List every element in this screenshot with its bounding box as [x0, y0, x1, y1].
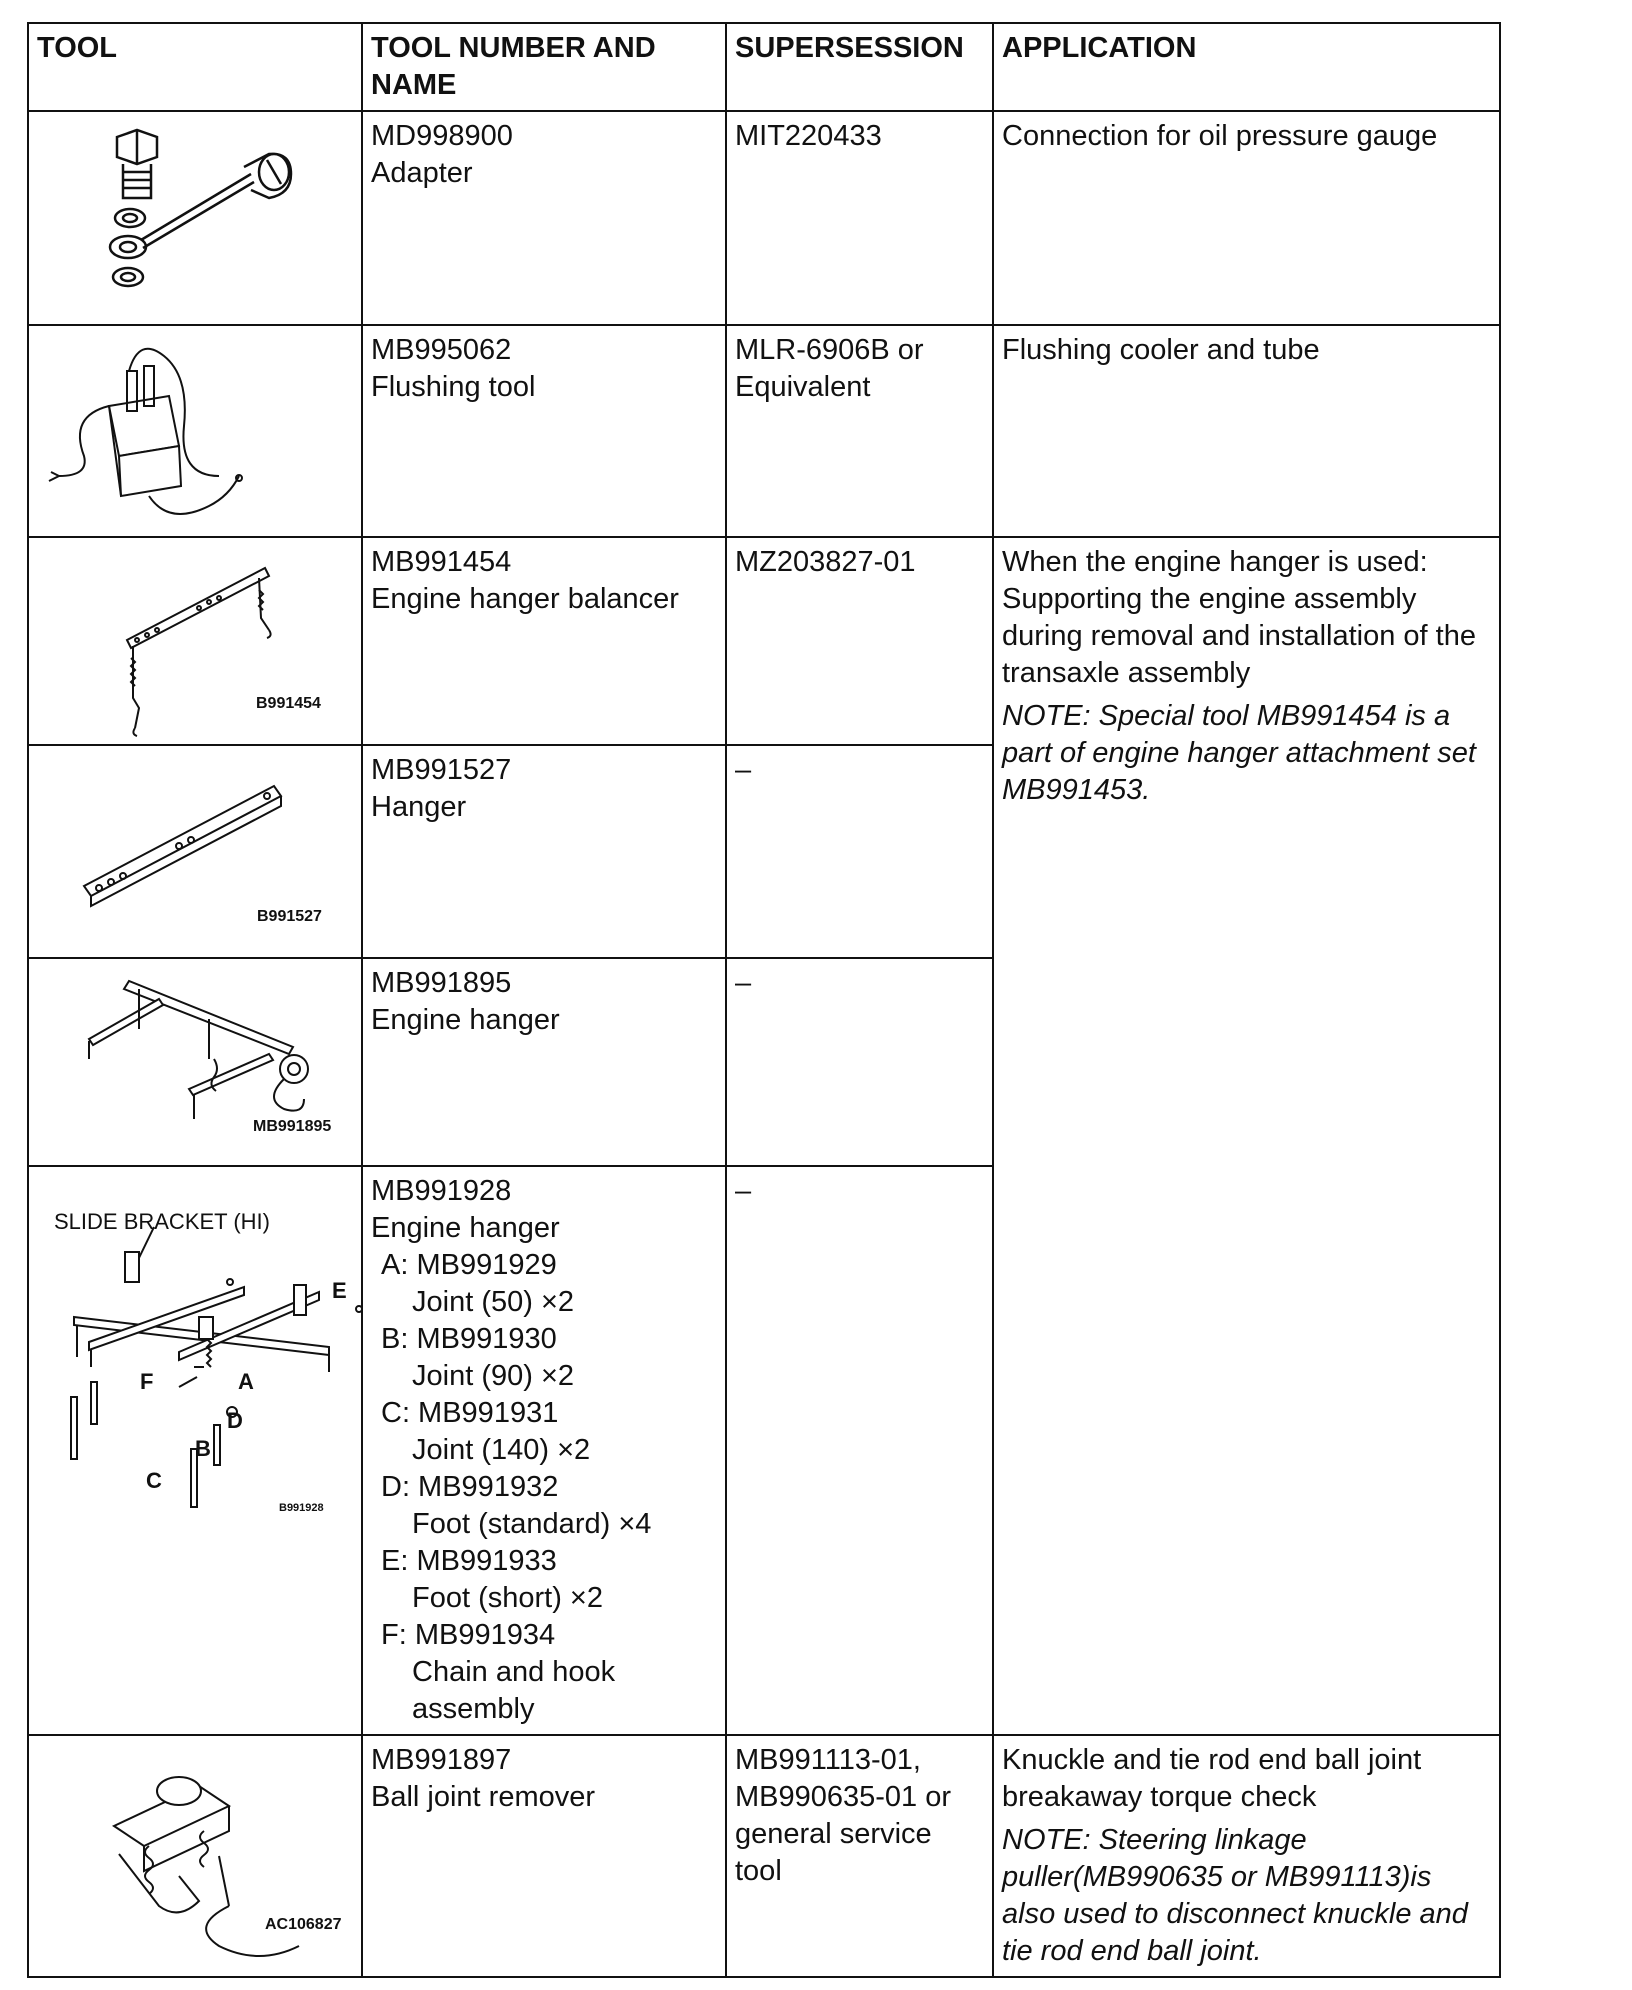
tool-name: Ball joint remover — [371, 1781, 596, 1813]
tool-image-cell — [28, 1166, 362, 1735]
tool-image-cell — [28, 111, 362, 325]
part-desc: Joint (90) ×2 — [412, 1360, 575, 1392]
tool-image-cell — [28, 325, 362, 537]
part-code: B: MB991930 — [381, 1323, 557, 1355]
tool-number-name-cell — [362, 325, 726, 537]
tool-image-cell — [28, 537, 362, 745]
special-tools-table — [27, 22, 1501, 1978]
table-row — [28, 111, 1500, 325]
application-note: NOTE: Special tool MB991454 is a part of engine hanger attachment set MB991453. — [1002, 700, 1476, 806]
part-code: D: MB991932 — [381, 1471, 559, 1503]
image-label: B991454 — [256, 695, 321, 712]
tool-name: Flushing tool — [371, 371, 536, 403]
image-label: B991527 — [257, 908, 322, 925]
part-desc: Chain and hook assembly — [412, 1656, 616, 1725]
engine-hanger-balancer-illustration — [29, 538, 363, 744]
adapter-illustration — [29, 112, 363, 324]
supersession-cell: – — [726, 745, 993, 958]
supersession-cell: – — [726, 1166, 993, 1735]
supersession-cell: MLR-6906B or Equivalent — [726, 325, 993, 537]
callout-c: C — [146, 1468, 162, 1493]
image-label: AC106827 — [265, 1916, 342, 1933]
tool-number-name-cell — [362, 1735, 726, 1977]
callout-b: B — [195, 1436, 211, 1461]
tool-name: Adapter — [371, 157, 473, 189]
tool-name: Hanger — [371, 791, 467, 823]
header-application: APPLICATION — [993, 23, 1500, 111]
tool-number: MB991897 — [371, 1744, 512, 1776]
supersession-cell: MZ203827-01 — [726, 537, 993, 745]
tool-image-cell — [28, 1735, 362, 1977]
table-row — [28, 325, 1500, 537]
application-cell: Connection for oil pressure gauge — [993, 111, 1500, 325]
callout-a: A — [238, 1369, 254, 1394]
supersession-cell: MIT220433 — [726, 111, 993, 325]
image-label: MB991895 — [253, 1118, 332, 1135]
application-text: When the engine hanger is used: Supporting the engine assembly during removal and installation of the transaxle assembly — [1002, 546, 1476, 689]
application-cell — [993, 1735, 1500, 1977]
callout-e: E — [332, 1278, 347, 1303]
tool-number: MB991454 — [371, 546, 512, 578]
tool-number: MB991895 — [371, 967, 512, 999]
table-row — [28, 537, 1500, 745]
part-desc: Foot (short) ×2 — [412, 1582, 603, 1614]
image-label: B991928 — [279, 1502, 324, 1514]
application-cell — [993, 537, 1500, 1735]
part-code: C: MB991931 — [381, 1397, 559, 1429]
callout-slide-bracket: SLIDE BRACKET (HI) — [54, 1209, 270, 1234]
tool-number-name-cell — [362, 537, 726, 745]
header-tool: TOOL — [28, 23, 362, 111]
table-row — [28, 1735, 1500, 1977]
tool-image-cell — [28, 958, 362, 1166]
tool-number-name-cell — [362, 1166, 726, 1735]
tool-name: Engine hanger balancer — [371, 583, 679, 615]
tool-number-name-cell — [362, 111, 726, 325]
part-code: E: MB991933 — [381, 1545, 557, 1577]
application-cell: Flushing cooler and tube — [993, 325, 1500, 537]
header-row — [28, 23, 1500, 111]
tool-number: MD998900 — [371, 120, 513, 152]
tool-number: MB991928 — [371, 1175, 512, 1207]
tool-number: MB995062 — [371, 334, 512, 366]
application-text: Knuckle and tie rod end ball joint breakaway torque check — [1002, 1744, 1422, 1813]
tool-number: MB991527 — [371, 754, 512, 786]
header-tool-number-and-name: TOOL NUMBER AND NAME — [362, 23, 726, 111]
tool-number-name-cell — [362, 958, 726, 1166]
part-desc: Joint (50) ×2 — [412, 1286, 575, 1318]
supersession-cell: – — [726, 958, 993, 1166]
tool-name: Engine hanger — [371, 1004, 560, 1036]
tool-image-cell — [28, 745, 362, 958]
callout-d: D — [227, 1408, 243, 1433]
ball-joint-remover-illustration — [29, 1736, 363, 1974]
tool-number-name-cell — [362, 745, 726, 958]
application-note: NOTE: Steering linkage puller(MB990635 or MB991113)is also used to disconnect knuckle and tie rod end ball joint. — [1002, 1824, 1468, 1967]
flushing-tool-illustration — [29, 326, 363, 536]
part-code: A: MB991929 — [381, 1249, 557, 1281]
part-desc: Foot (standard) ×4 — [412, 1508, 652, 1540]
part-code: F: MB991934 — [381, 1619, 556, 1651]
tool-name: Engine hanger — [371, 1212, 560, 1244]
header-supersession: SUPERSESSION — [726, 23, 993, 111]
part-desc: Joint (140) ×2 — [412, 1434, 591, 1466]
callout-f: F — [140, 1369, 154, 1394]
supersession-cell: MB991113-01, MB990635-01 or general service tool — [726, 1735, 993, 1977]
